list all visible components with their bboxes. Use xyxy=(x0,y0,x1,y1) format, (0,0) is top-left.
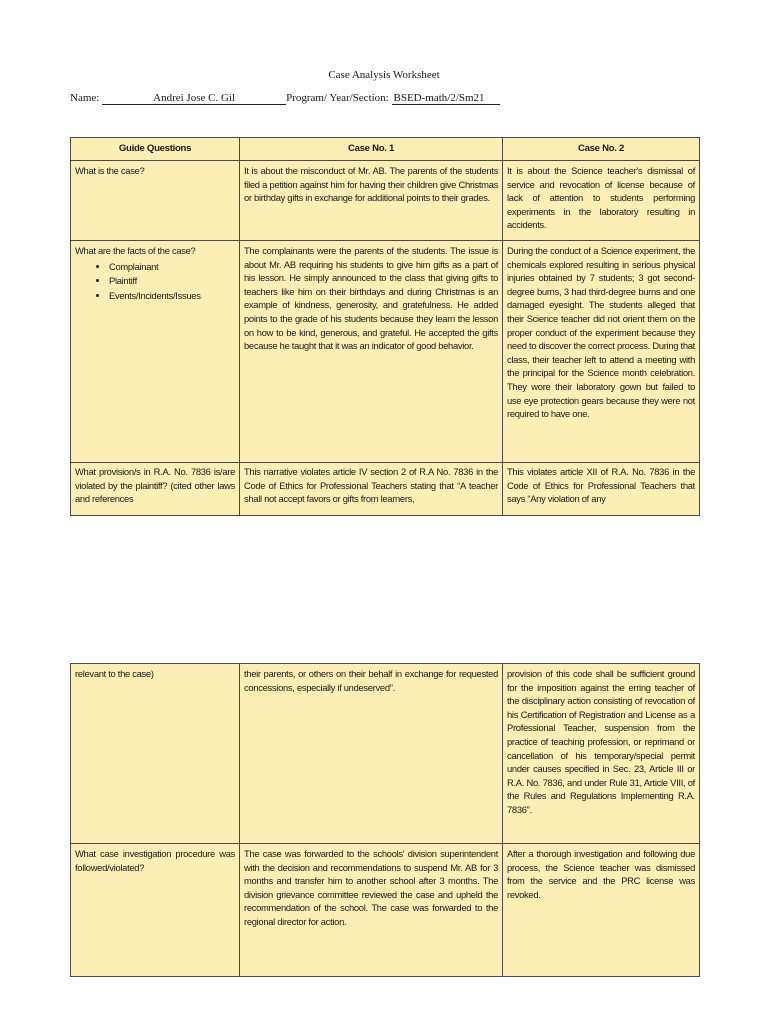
worksheet-title: Case Analysis Worksheet xyxy=(328,69,440,81)
facts-list xyxy=(75,260,235,303)
table-row xyxy=(71,241,700,463)
question-cell: What case investigation procedure was followed/violated? xyxy=(71,844,240,977)
provision-case2: This violates article XII of R.A. No. 7836 in the Code of Ethics for Professional Teachers that says “Any violation of any xyxy=(507,466,695,505)
question-cell xyxy=(71,241,240,463)
case-analysis-table-continued xyxy=(70,663,700,977)
case2-cell: During the conduct of a Science experiment, the chemicals explored resulting in serious physical injuries obtained by 7 students; 3 got second-degree burns, 3 had third-degree burns and one damaged eyesight. The students alleged that their Science teacher did not orient them on the proper conduct of the experiment because they need to discover the correct process. During that class, their teacher left to attend a meeting with the principal for the Science month celebration. They wore their laboratory gown but failed to use eye protection gears because they were not required to have one. xyxy=(503,241,700,463)
name-value: Andrei Jose C. Gil xyxy=(102,92,286,105)
program-label: Program/ Year/Section: xyxy=(286,92,389,104)
table-row xyxy=(71,664,700,844)
case2-cell: After a thorough investigation and following due process, the Science teacher was dismissed from the service and the PRC license was revoked. xyxy=(503,844,700,977)
header-guide-questions: Guide Questions xyxy=(71,138,240,161)
case1-cell: The complainants were the parents of the students. The issue is about Mr. AB requiring his students to give him gifts as a part of his lesson. He simply announced to the class that giving gifts to teachers like him on their birthdays and during Christmas is an example of kindness, generosity, and gratefulness. He added points to the grade of his students because they learn the lesson on how to be kind, generous, and grateful. He accepted the gifts because he taught that it was an indicator of good behavior. xyxy=(240,241,503,463)
name-program-line xyxy=(70,92,710,105)
program-value: BSED-math/2/Sm21 xyxy=(392,92,500,105)
case1-cell: their parents, or others on their behalf in exchange for requested concessions, especially if undeserved”. xyxy=(240,664,503,844)
table-row xyxy=(71,844,700,977)
list-item: • Plaintiff xyxy=(109,274,235,288)
case-analysis-table xyxy=(70,137,700,516)
question-cell: relevant to the case) xyxy=(71,664,240,844)
question-cell: What is the case? xyxy=(71,161,240,241)
case2-cell xyxy=(503,463,700,516)
header-case-2: Case No. 2 xyxy=(503,138,700,161)
case1-cell: It is about the misconduct of Mr. AB. The parents of the students filed a petition against him for having their children give Christmas or birthday gifts in exchange for additional points to their grades. xyxy=(240,161,503,241)
case1-cell: The case was forwarded to the schools' division superintendent with the decision and recommendations to suspend Mr. AB for 3 months and transfer him to another school after 3 months. The division grievance committee reviewed the case and upheld the recommendation of the school. The case was forwarded to the regional director for action. xyxy=(240,844,503,977)
table-row xyxy=(71,161,700,241)
provision-case1: This narrative violates article IV section 2 of R.A No. 7836 in the Code of Ethics for Professional Teachers stating that “A teacher shall not accept favors or gifts from learners, xyxy=(244,466,498,505)
name-label: Name: xyxy=(70,92,100,104)
case1-cell xyxy=(240,463,503,516)
facts-question: What are the facts of the case? xyxy=(75,245,196,256)
case2-cell: It is about the Science teacher's dismissal of service and revocation of license because of lack of attention to students performing experiments in the laboratory resulting in accidents. xyxy=(503,161,700,241)
list-item: • Events/Incidents/Issues xyxy=(109,289,235,303)
case2-cell: provision of this code shall be sufficient ground for the imposition against the erring teacher of the disciplinary action consisting of revocation of his Certification of Registration and License as a Professional Teacher, suspension from the practice of teaching profession, or reprimand or cancellation of his temporary/special permit under causes specified in Sec. 23, Article III or R.A. No. 7836, and under Rule 31, Article VIII, of the Rules and Regulations Implementing R.A. 7836”. xyxy=(503,664,700,844)
table-header-row xyxy=(71,138,700,161)
provision-question: What provision/s in R.A. No. 7836 is/are violated by the plaintiff? (cited other laws and references xyxy=(75,466,235,505)
table-row xyxy=(71,463,700,516)
question-cell xyxy=(71,463,240,516)
header-case-1: Case No. 1 xyxy=(240,138,503,161)
list-item: • Complainant xyxy=(109,260,235,274)
